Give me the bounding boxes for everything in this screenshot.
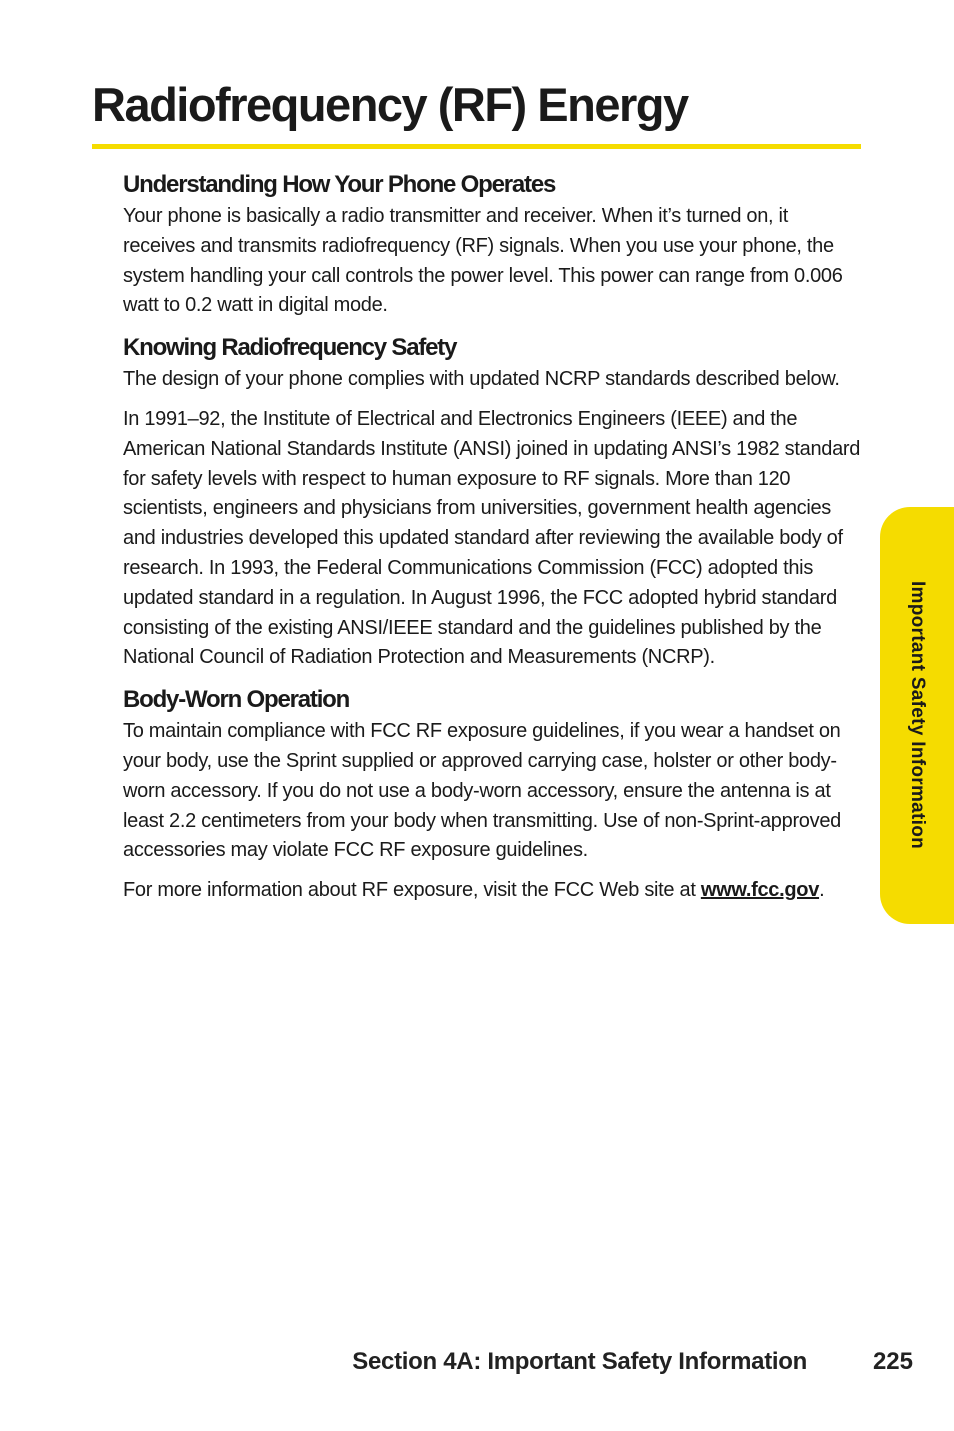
paragraph-standards-history: In 1991–92, the Institute of Electrical and Electronics Engineers (IEEE) and the American National Standards Institute (ANSI) joined in updating ANSI’s 1982 standard for safety levels with respect to human exposure to RF signals. More than 120 scientists, engineers and physicians from universities, government health agencies and industries developed this updated standard after reviewing the available body of research. In 1993, the Federal Communications Commission (FCC) adopted this updated standard in a regulation. In August 1996, the FCC adopted hybrid standard consisting of the existing ANSI/IEEE standard and the guidelines published by the National Council of Radiation Protection and Measurements (NCRP). <box>123 407 861 669</box>
page-number: 225 <box>872 1348 913 1375</box>
more-info-text: For more information about RF exposure, visit the FCC Web site at <box>123 879 701 902</box>
heading-body-worn: Body-Worn Operation <box>123 686 350 714</box>
paragraph-body-worn: To maintain compliance with FCC RF exposure guidelines, if you wear a handset on your body, use the Sprint supplied or approved carrying case, holster or other body-worn accessory. If you do not use a body-worn accessory, ensure the antenna is at least 2.2 centimeters from your body when transmitting. Use of non-Sprint-approved accessories may violate FCC RF exposure guidelines. <box>123 720 841 862</box>
more-info-period: . <box>819 879 825 902</box>
page-title: Radiofrequency (RF) Energy <box>92 78 688 131</box>
heading-understanding-phone: Understanding How Your Phone Operates <box>123 171 556 198</box>
heading-rf-safety: Knowing Radiofrequency Safety <box>123 334 457 362</box>
paragraph-ncrp-standards: The design of your phone complies with updated NCRP standards described below. <box>123 368 840 391</box>
side-tab-label: Important Safety Information <box>907 580 928 850</box>
side-section-tab <box>880 507 954 924</box>
paragraph-more-info <box>123 876 865 906</box>
paragraph-phone-operates: Your phone is basically a radio transmitter and receiver. When it’s turned on, it receives and transmits radiofrequency (RF) signals. When you use your phone, the system handling your call controls the power level. This power can range from 0.006 watt to 0.2 watt in digital mode. <box>123 205 843 317</box>
page-footer <box>0 1348 954 1384</box>
fcc-website-link[interactable]: www.fcc.gov <box>700 879 820 902</box>
title-rule <box>92 144 861 149</box>
main-content <box>123 168 865 916</box>
footer-section-title: Section 4A: Important Safety Information <box>352 1348 807 1375</box>
